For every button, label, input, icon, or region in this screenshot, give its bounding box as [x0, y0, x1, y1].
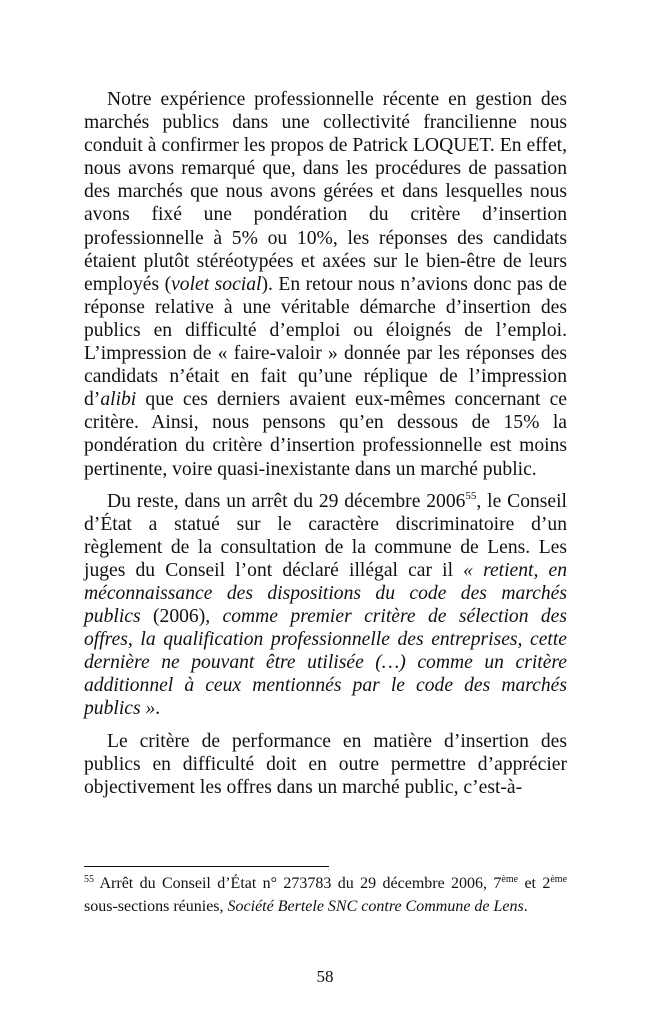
- paragraph-3: [84, 730, 567, 799]
- paragraph-1-text-b: ). En retour nous n’avions donc pas de réponse relative à une véritable démarche d’insertion des publics en difficulté d’emploi ou éloignés de l’emploi. L’impression de « faire-valoir » donnée par les réponses des candidats n’était en fait qu’une réplique de l’impression d’: [84, 273, 567, 411]
- paragraph-1-text-c: que ces derniers avaient eux-mêmes concernant ce critère. Ainsi, nous pensons qu’en dessous de 15% la pondération du critère d’insertion professionnelle est moins pertinente, voire quasi-inexistante dans un marché public.: [84, 389, 567, 480]
- footnote-text-c: sous-sections réunies,: [84, 897, 228, 915]
- page-number: 58: [316, 967, 334, 986]
- paragraph-1-text-a: Notre expérience professionnelle récente en gestion des marchés publics dans une collectivité francilienne nous conduit à confirmer les propos de Patrick LOQUET. En effet, nous avons remarqué que, dans les procédures de passation des marchés que nous avons gérées et dans lesquelles nous avons fixé une pondération du critère d’insertion professionnelle à 5% ou 10%, les réponses des candidats étaient plutôt stéréotypées et axées sur le bien-être de leurs employés (: [84, 89, 567, 295]
- paragraph-1-italic-volet-social: volet social: [171, 273, 262, 295]
- body-text: [84, 88, 567, 808]
- footnote-reference-55: 55: [465, 489, 477, 502]
- paragraph-2-quote-a: « retient, en méconnaissance des dispositions du code des marchés publics: [84, 559, 568, 628]
- footnote-text-d: .: [523, 897, 528, 915]
- footnote-text-a: Arrêt du Conseil d’État n° 273783 du 29 décembre 2006, 7: [94, 875, 502, 892]
- paragraph-2-text-b: , le Conseil d’État a statué sur le caractère discriminatoire d’un règlement de la consultation de la commune de Lens. Les juges du Conseil l’ont déclaré illégal car il: [84, 490, 567, 581]
- paragraph-2-period: .: [155, 698, 161, 720]
- paragraph-1: [84, 88, 567, 481]
- footnote-superscript-2: ème: [550, 874, 568, 885]
- paragraph-1-italic-alibi: alibi: [100, 389, 137, 411]
- paragraph-2-text-a: Du reste, dans un arrêt du 29 décembre 2006: [107, 490, 466, 512]
- paragraph-2-quote-b: , comme premier critère de sélection des offres, la qualification professionnelle des entreprises, cette dernière ne pouvant être utilisée (…) comme un critère additionnel à ceux mentionnés par le code des marchés publics »: [84, 606, 567, 720]
- paragraph-2: [84, 490, 567, 721]
- paragraph-2-year: (2006): [140, 606, 206, 628]
- paragraph-3-text: Le critère de performance en matière d’insertion des publics en difficulté doit en outre permettre d’apprécier objectivement les offres dans un marché public, c’est-à-: [84, 730, 567, 798]
- footnote-case-name: Société Bertele SNC contre Commune de Lens: [227, 897, 524, 915]
- footnote-separator: [84, 866, 329, 867]
- footnote-text-b: et 2: [518, 875, 551, 892]
- footnote-55: [84, 873, 567, 918]
- footnote-superscript-1: ème: [501, 874, 519, 885]
- footnote-number: 55: [84, 874, 94, 885]
